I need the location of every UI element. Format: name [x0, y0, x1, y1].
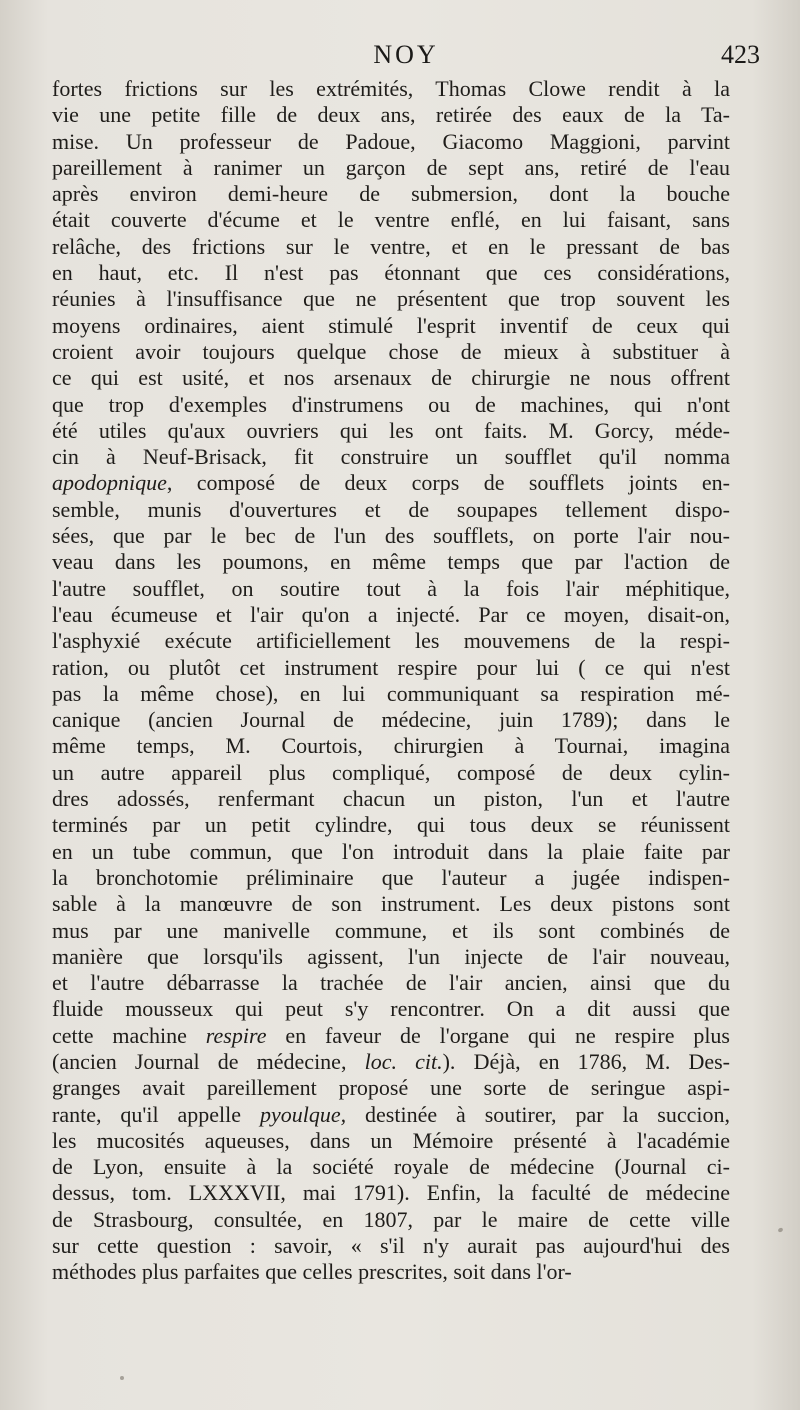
text-line	[52, 1154, 730, 1180]
ink-speck	[120, 1376, 124, 1380]
line-text: l'asphyxié exécute artificiellement les mouvemens de la respi-	[52, 628, 730, 654]
text-line	[52, 181, 730, 207]
italic-text: loc. cit.	[364, 1048, 443, 1074]
line-text: dessus, tom. LXXXVII, mai 1791). Enfin, la faculté de médecine	[52, 1180, 730, 1206]
line-text: veau dans les poumons, en même temps que par l'action de	[52, 549, 730, 575]
text-line	[52, 1180, 730, 1206]
line-text: croient avoir toujours quelque chose de mieux à substituer à	[52, 338, 730, 364]
text-line	[52, 891, 730, 917]
line-text: la bronchotomie préliminaire que l'auteur a jugée indispen-	[52, 864, 730, 890]
line-text: l'autre soufflet, on soutire tout à la fois l'air méphitique,	[52, 575, 730, 601]
text-line	[52, 786, 730, 812]
text-line	[52, 339, 730, 365]
line-text: mus par une manivelle commune, et ils sont combinés de	[52, 917, 730, 943]
text-line	[52, 444, 730, 470]
text-line	[52, 1259, 730, 1285]
line-text: un autre appareil plus compliqué, composé de deux cylin-	[52, 759, 730, 785]
line-text: en un tube commun, que l'on introduit dans la plaie faite par	[52, 838, 730, 864]
text-line	[52, 1207, 730, 1233]
text-line	[52, 839, 730, 865]
text-line	[52, 681, 730, 707]
line-text: sable à la manœuvre de son instrument. Les deux pistons sont	[52, 891, 730, 917]
text-line	[52, 418, 730, 444]
text-line	[52, 655, 730, 681]
line-text: fortes frictions sur les extrémités, Thomas Clowe rendit à la	[52, 76, 730, 101]
text-line	[52, 918, 730, 944]
italic-text: apodopnique	[52, 470, 167, 496]
text-line	[52, 260, 730, 286]
text-line	[52, 234, 730, 260]
line-text: en haut, etc. Il n'est pas étonnant que ces considérations,	[52, 260, 730, 286]
text-line	[52, 76, 730, 102]
text-line	[52, 313, 730, 339]
line-text: de Lyon, ensuite à la société royale de médecine (Journal ci-	[52, 1154, 730, 1180]
page-header	[52, 40, 760, 80]
line-text: méthodes plus parfaites que celles prescrites, soit dans l'or-	[52, 1259, 572, 1285]
text-line	[52, 497, 730, 523]
text-line	[52, 286, 730, 312]
line-text: même temps, M. Courtois, chirurgien à Tournai, imagina	[52, 733, 730, 759]
line-text: que trop d'exemples d'instrumens ou de machines, qui n'ont	[52, 391, 730, 417]
line-text: manière que lorsqu'ils agissent, l'un injecte de l'air nouveau,	[52, 943, 730, 969]
line-text: rante, qu'il appelle	[52, 1101, 260, 1127]
line-text: canique (ancien Journal de médecine, juin 1789); dans le	[52, 707, 730, 733]
text-line	[52, 1233, 730, 1259]
line-text: été utiles qu'aux ouvriers qui les ont faits. M. Gorcy, méde-	[52, 417, 730, 443]
line-text: granges avait pareillement proposé une sorte de seringue aspi-	[52, 1075, 730, 1101]
text-line	[52, 944, 730, 970]
line-text: relâche, des frictions sur le ventre, et en le pressant de bas	[52, 233, 730, 259]
text-line	[52, 576, 730, 602]
text-line	[52, 628, 730, 654]
text-line	[52, 1049, 730, 1075]
text-line	[52, 365, 730, 391]
line-text: sur cette question : savoir, « s'il n'y aurait pas aujourd'hui des	[52, 1233, 730, 1259]
line-text: mise. Un professeur de Padoue, Giacomo Maggioni, parvint	[52, 128, 730, 154]
text-line	[52, 760, 730, 786]
text-line	[52, 207, 730, 233]
line-text: fluide mousseux qui peut s'y rencontrer. On a dit aussi que	[52, 996, 730, 1022]
text-line	[52, 155, 730, 181]
text-line	[52, 392, 730, 418]
text-line	[52, 1128, 730, 1154]
text-line	[52, 102, 730, 128]
text-line	[52, 996, 730, 1022]
line-text: sées, que par le bec de l'un des soufflets, on porte l'air nou-	[52, 523, 730, 549]
body-text	[52, 76, 730, 1286]
line-text: (ancien Journal de médecine,	[52, 1048, 365, 1074]
line-text: réunies à l'insuffisance que ne présentent que trop souvent les	[52, 286, 730, 312]
line-text: de Strasbourg, consultée, en 1807, par le maire de cette ville	[52, 1206, 730, 1232]
text-line	[52, 1075, 730, 1101]
line-text: ce qui est usité, et nos arsenaux de chirurgie ne nous offrent	[52, 365, 730, 391]
line-text: cin à Neuf-Brisack, fit construire un soufflet qu'il nomma	[52, 444, 730, 470]
text-line	[52, 549, 730, 575]
line-text: cette machine	[52, 1022, 206, 1048]
text-line	[52, 129, 730, 155]
line-text: terminés par un petit cylindre, qui tous deux se réunissent	[52, 812, 730, 838]
line-text: les mucosités aqueuses, dans un Mémoire présenté à l'académie	[52, 1127, 730, 1153]
line-text: vie une petite fille de deux ans, retirée des eaux de la Ta-	[52, 102, 730, 128]
text-line	[52, 733, 730, 759]
text-line	[52, 865, 730, 891]
line-text: , composé de deux corps de soufflets joints en-	[166, 470, 730, 496]
line-text: ). Déjà, en 1786, M. Des-	[442, 1048, 730, 1074]
text-line	[52, 812, 730, 838]
page-number: 423	[721, 40, 760, 69]
line-text: l'eau écumeuse et l'air qu'on a injecté. Par ce moyen, disait-on,	[52, 601, 730, 627]
text-line	[52, 970, 730, 996]
line-text: et l'autre débarrasse la trachée de l'air ancien, ainsi que du	[52, 970, 730, 996]
text-line	[52, 1102, 730, 1128]
line-text: était couverte d'écume et le ventre enflé, en lui faisant, sans	[52, 207, 730, 233]
text-line	[52, 707, 730, 733]
line-text: en faveur de l'organe qui ne respire plus	[266, 1022, 730, 1048]
text-line	[52, 1023, 730, 1049]
line-text: destinée à soutirer, par la succion,	[346, 1101, 730, 1127]
italic-text: pyoulque,	[259, 1101, 347, 1127]
ink-speck	[777, 1227, 783, 1233]
running-title: NOY	[373, 40, 439, 69]
line-text: semble, munis d'ouvertures et de soupapes tellement dispo-	[52, 496, 730, 522]
text-line	[52, 470, 730, 496]
italic-text: respire	[205, 1022, 267, 1048]
line-text: dres adossés, renfermant chacun un piston, l'un et l'autre	[52, 786, 730, 812]
text-line	[52, 523, 730, 549]
line-text: après environ demi-heure de submersion, dont la bouche	[52, 181, 730, 207]
line-text: moyens ordinaires, aient stimulé l'esprit inventif de ceux qui	[52, 312, 730, 338]
line-text: ration, ou plutôt cet instrument respire pour lui ( ce qui n'est	[52, 654, 730, 680]
text-line	[52, 602, 730, 628]
line-text: pas la même chose), en lui communiquant sa respiration mé-	[52, 680, 730, 706]
line-text: pareillement à ranimer un garçon de sept ans, retiré de l'eau	[52, 154, 730, 180]
